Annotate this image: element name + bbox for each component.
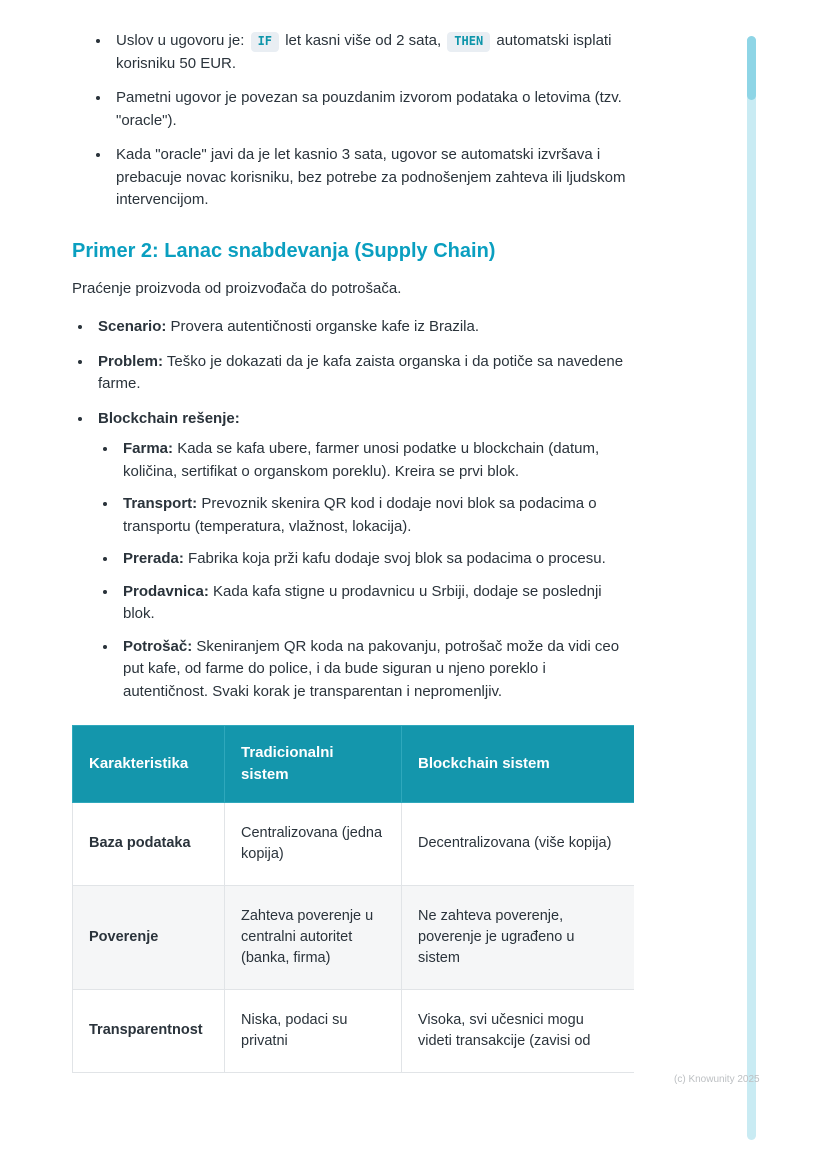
- list-item: • Kada "oracle" javi da je let kasnio 3 sata, ugovor se automatski izvršava i prebacuje novac korisniku, bez potrebe za podnošenjem zahteva ili ljudskom intervencijom.: [111, 144, 634, 212]
- section-heading: Primer 2: Lanac snabdevanja (Supply Chain): [72, 239, 496, 262]
- table-cell: Decentralizovana (više kopija): [402, 802, 635, 885]
- bullet-label: Blockchain rešenje:: [98, 409, 240, 427]
- table-cell: Zahteva poverenje u centralni autoritet (banka, firma): [225, 885, 402, 989]
- list-item: • Transport: Prevoznik skenira QR kod i dodaje novi blok sa podacima o transportu (temperatura, vlažnost, lokacija).: [118, 493, 634, 538]
- list-item: • Problem: Teško je dokazati da je kafa zaista organska i da potiče sa navedene farme.: [93, 351, 634, 396]
- row-header-cell: Poverenje: [73, 885, 225, 989]
- code-badge: IF: [251, 32, 279, 52]
- section-list: [72, 316, 634, 703]
- table-header-cell: Blockchain sistem: [402, 726, 635, 803]
- list-item: • Prerada: Fabrika koja prži kafu dodaje svoj blok sa podacima o procesu.: [118, 548, 634, 571]
- list-item: • Uslov u ugovoru je: IF let kasni više od 2 sata, THEN automatski isplati korisniku 50 EUR.: [111, 30, 634, 75]
- list-item: [93, 408, 634, 704]
- list-item: • Farma: Kada se kafa ubere, farmer unosi podatke u blockchain (datum, količina, sertifikat o organskom poreklu). Kreira se prvi blok.: [118, 438, 634, 483]
- document-content: [72, 30, 634, 1142]
- table-row: [73, 885, 635, 989]
- code-badge: THEN: [447, 32, 490, 52]
- nested-list: [99, 438, 634, 703]
- row-header-cell: Transparentnost: [73, 989, 225, 1072]
- table-cell: Visoka, svi učesnici mogu videti transakcije (zavisi od: [402, 989, 635, 1072]
- bullet-label: Scenario:: [98, 318, 167, 335]
- table-body: [73, 802, 635, 1072]
- bullet-label: Potrošač:: [123, 637, 193, 655]
- table-cell: Centralizovana (jedna kopija): [225, 802, 402, 885]
- list-item: • Prodavnica: Kada kafa stigne u prodavnicu u Srbiji, dodaje se poslednji blok.: [118, 581, 634, 626]
- list-item: • Potrošač: Skeniranjem QR koda na pakovanju, potrošač može da vidi ceo put kafe, od farme do police, i da bude siguran u njeno poreklo i autentičnost. Svaki korak je transparentan i nepromenljiv.: [118, 636, 634, 704]
- intro-list: [90, 30, 634, 212]
- bullet-label: Problem:: [98, 352, 164, 370]
- table-cell: Niska, podaci su privatni: [225, 989, 402, 1072]
- bullet-label: Farma:: [123, 440, 174, 457]
- table-row: [73, 989, 635, 1072]
- comparison-table: [72, 725, 634, 1073]
- list-item: • Pametni ugovor je povezan sa pouzdanim izvorom podataka o letovima (tzv. "oracle").: [111, 87, 634, 132]
- list-item: • Scenario: Provera autentičnosti organske kafe iz Brazila.: [93, 316, 634, 339]
- table-header-cell: Tradicionalni sistem: [225, 726, 402, 803]
- watermark: (c) Knowunity 2025: [674, 1074, 760, 1085]
- scrollbar-thumb[interactable]: [747, 36, 756, 100]
- table-cell: Ne zahteva poverenje, poverenje je ugrađeno u sistem: [402, 885, 635, 989]
- bullet-label: Prerada:: [123, 550, 184, 567]
- table-header-cell: Karakteristika: [73, 726, 225, 803]
- row-header-cell: Baza podataka: [73, 802, 225, 885]
- section-intro: Praćenje proizvoda od proizvođača do potrošača.: [72, 279, 402, 297]
- bullet-label: Transport:: [123, 495, 198, 512]
- table-row: [73, 802, 635, 885]
- table-header-row: [73, 726, 635, 803]
- scrollbar-track[interactable]: [747, 36, 756, 1140]
- bullet-label: Prodavnica:: [123, 582, 209, 600]
